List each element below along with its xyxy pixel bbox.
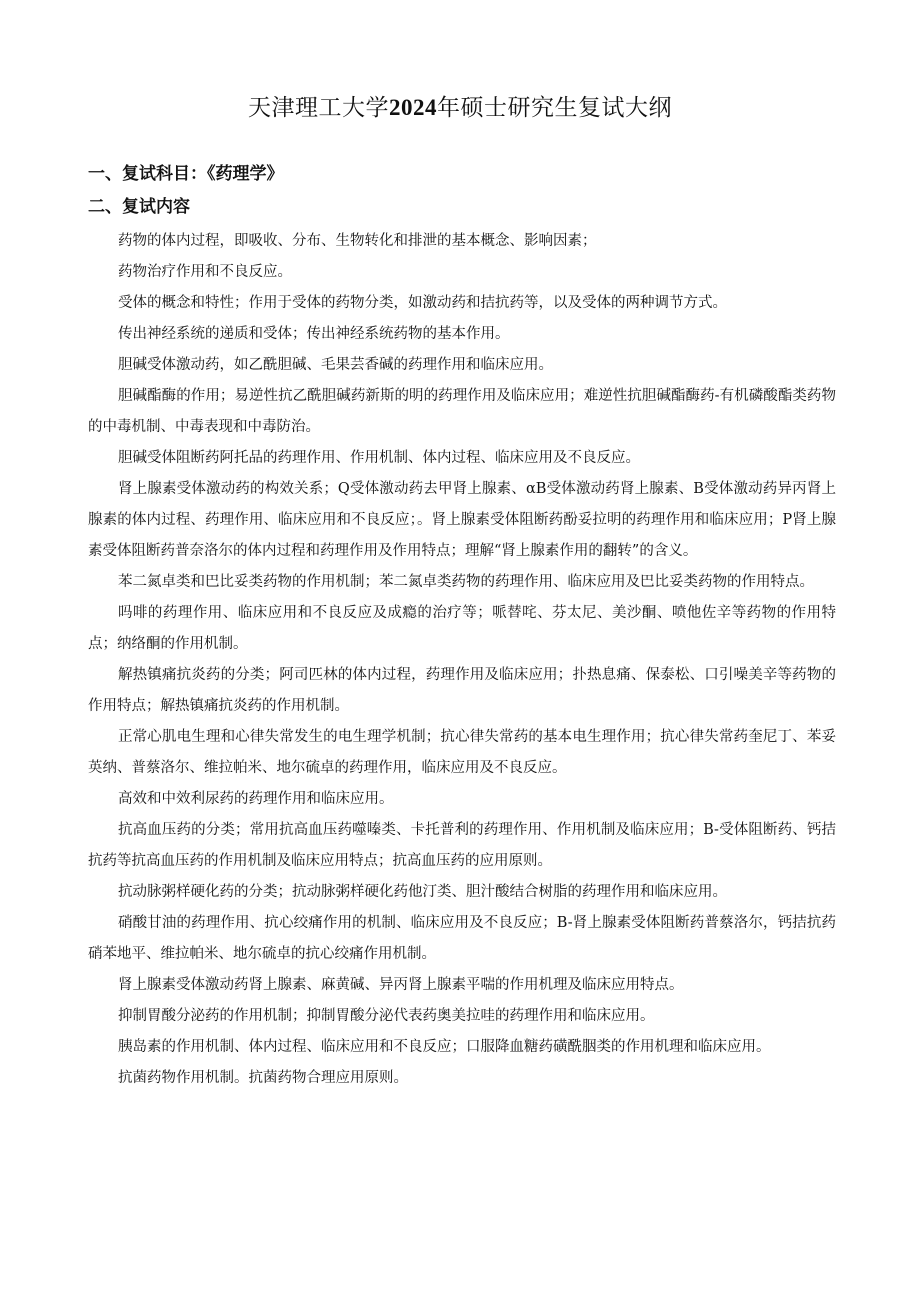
paragraph: 正常心肌电生理和心律失常发生的电生理学机制；抗心律失常药的基本电生理作用；抗心律失常药奎尼丁、苯妥英纳、普蔡洛尔、维拉帕米、地尔硫卓的药理作用，临床应用及不良反应。 <box>88 729 836 776</box>
paragraph: 受体的概念和特性；作用于受体的药物分类，如激动药和拮抗药等，以及受体的两种调节方式。 <box>118 295 727 311</box>
paragraph: 胆碱受体激动药，如乙酰胆碱、毛果芸香碱的药理作用和临床应用。 <box>118 357 553 373</box>
syllabus-content <box>88 226 836 1094</box>
paragraph: 胆碱酯酶的作用；易逆性抗乙酰胆碱药新斯的明的药理作用及临床应用；难逆性抗胆碱酯酶药-有机磷酸酯类药物的中毒机制、中毒表现和中毒防治。 <box>88 388 836 435</box>
paragraph: 苯二氮卓类和巴比妥类药物的作用机制；苯二氮卓类药物的药理作用、临床应用及巴比妥类药物的作用特点。 <box>118 574 814 590</box>
paragraph: 肾上腺素受体激动药肾上腺素、麻黄碱、异丙肾上腺素平喘的作用机理及临床应用特点。 <box>118 977 684 993</box>
paragraph: 胆碱受体阻断药阿托品的药理作用、作用机制、体内过程、临床应用及不良反应。 <box>118 450 640 466</box>
paragraph: 传出神经系统的递质和受体；传出神经系统药物的基本作用。 <box>118 326 510 342</box>
title-year: 2024 <box>389 95 437 120</box>
paragraph: 药物治疗作用和不良反应。 <box>118 264 292 280</box>
section-heading-subject: 一、复试科目：《药理学》 <box>88 164 284 184</box>
paragraph: 硝酸甘油的药理作用、抗心绞痛作用的机制、临床应用及不良反应；B-肾上腺素受体阻断药普蔡洛尔，钙拮抗药硝苯地平、维拉帕米、地尔硫卓的抗心绞痛作用机制。 <box>88 915 836 962</box>
paragraph: 胰岛素的作用机制、体内过程、临床应用和不良反应；口服降血糖药磺酰胭类的作用机理和临床应用。 <box>118 1039 771 1055</box>
title-suffix: 年硕士研究生复试大纲 <box>437 95 672 121</box>
document-title <box>0 92 920 124</box>
paragraph: 吗啡的药理作用、临床应用和不良反应及成瘾的治疗等；哌替咤、芬太尼、美沙酮、喷他佐辛等药物的作用特点；纳络酮的作用机制。 <box>88 605 836 652</box>
paragraph: 抗动脉粥样硬化药的分类；抗动脉粥样硬化药他汀类、胆汁酸结合树脂的药理作用和临床应用。 <box>118 884 727 900</box>
paragraph: 肾上腺素受体激动药的构效关系；Q受体激动药去甲肾上腺素、αB受体激动药肾上腺素、B受体激动药异丙肾上腺素的体内过程、药理作用、临床应用和不良反应；。肾上腺素受体阻断药酚妥拉明的药理作用和临床应用；P肾上腺素受体阻断药普奈洛尔的体内过程和药理作用及作用特点；理解“肾上腺素作用的翻转”的含义。 <box>88 481 836 559</box>
paragraph: 药物的体内过程，即吸收、分布、生物转化和排泄的基本概念、影响因素； <box>118 233 597 249</box>
paragraph: 高效和中效利尿药的药理作用和临床应用。 <box>118 791 394 807</box>
paragraph: 抑制胃酸分泌药的作用机制；抑制胃酸分泌代表药奥美拉哇的药理作用和临床应用。 <box>118 1008 655 1024</box>
section-heading-content: 二、复试内容 <box>88 197 190 217</box>
paragraph: 抗菌药物作用机制。抗菌药物合理应用原则。 <box>118 1070 408 1086</box>
paragraph: 解热镇痛抗炎药的分类；阿司匹林的体内过程，药理作用及临床应用；扑热息痛、保泰松、口引噪美辛等药物的作用特点；解热镇痛抗炎药的作用机制。 <box>88 667 836 714</box>
title-prefix: 天津理工大学 <box>248 95 389 121</box>
paragraph: 抗高血压药的分类；常用抗高血压药噬嗪类、卡托普利的药理作用、作用机制及临床应用；B-受体阻断药、钙拮抗药等抗高血压药的作用机制及临床应用特点；抗高血压药的应用原则。 <box>88 822 836 869</box>
